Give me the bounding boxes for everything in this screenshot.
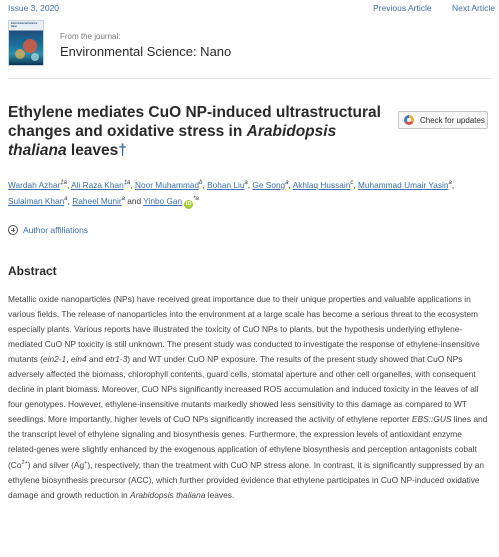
footnote-dagger-link[interactable]: † <box>118 142 127 159</box>
author-list: Wardah Azhar$^{\ddagger a}$, Ali Raza Khan$^{\ddagger a}$, Noor Muhammad$^b$, Bohan Liu$^a$, Ge Song$^a$, Akhlaq Hussain$^c$, Muhammad Umair Yasin$^a$, Sulaiman Khan$^a$, Raheel Munir$^a$ and Yinbo Gan $iD^{*a}$ <box>8 180 455 207</box>
author-link[interactable]: Raheel Munir <box>72 196 122 206</box>
plus-circle-icon <box>8 225 18 235</box>
author-link[interactable]: Noor Muhammad <box>135 180 200 190</box>
author-link[interactable]: Ali Raza Khan <box>71 180 124 190</box>
journal-cover-image[interactable] <box>8 20 44 66</box>
previous-article-link[interactable]: Previous Article <box>373 3 432 13</box>
abstract-heading: Abstract <box>8 264 57 278</box>
author-affiliations-label: Author affiliations <box>23 225 89 235</box>
journal-name-link[interactable]: Environmental Science: Nano <box>60 44 232 59</box>
author-link[interactable]: Muhammad Umair Yasin <box>357 180 449 190</box>
next-article-link[interactable]: Next Article <box>452 3 495 13</box>
orcid-icon[interactable]: iD <box>185 201 192 207</box>
cover-graphic <box>31 53 39 61</box>
header-divider <box>8 78 491 79</box>
journal-from-label: From the journal: <box>60 32 121 41</box>
author-link[interactable]: Ge Song <box>252 180 286 190</box>
check-for-updates-button[interactable] <box>398 111 488 129</box>
check-for-updates-label: Check for updates <box>420 115 485 125</box>
top-navigation <box>0 0 499 16</box>
crossmark-icon <box>404 115 414 125</box>
issue-link[interactable]: Issue 3, 2020 <box>8 3 60 13</box>
author-link[interactable]: Akhlaq Hussain <box>292 180 351 190</box>
article-title: Ethylene mediates CuO NP-induced ultrastructural changes and oxidative stress in Arabidopsis thaliana leaves† <box>8 104 381 159</box>
abstract-text: Metallic oxide nanoparticles (NPs) have received great importance due to their unique properties and valuable applications in various fields. The release of nanoparticles into the environment at a large scale has become a serious threat to the ecosystem especially plants. Various reports have illustrated the toxicity of CuO NPs to plants, but the hypothesis underlying ethylene-mediated CuO NP toxicity is still unknown. The present study was conducted to investigate the response of ethylene-insensitive mutants (ein2-1, ein4 and etr1-3) and WT under CuO NP exposure. The results of the present study showed that CuO NPs adversely affected the biomass, chlorophyll contents, guard cells, stomatal aperture and other cell organelles, with consequent decline in plant biomass. Moreover, CuO NPs significantly increased ROS accumulation and induced toxicity in the leaves of all four genotypes. However, ethylene-insensitive mutants markedly showed less sensitivity to this damage as compared to WT seedlings. More importantly, higher levels of CuO NPs significantly increased the activity of ethylene reporter EBS::GUS lines and the transcript level of ethylene signaling and biosynthesis genes. Furthermore, the expression levels of antioxidant enzyme related-genes were slightly enhanced by the exogenous application of ethylene biosynthesis and perception antagonists cobalt $(Co^{2+})$ and silver (Ag+), respectively, than the treatment with CuO NP stress alone. In contrast, it is significantly suppressed by an ethylene biosynthesis precursor (ACC), which further provided evidence that ethylene participates in CuO NP-induced oxidative damage and growth reduction in Arabidopsis thaliana leaves. <box>8 294 488 500</box>
cover-graphic <box>15 49 25 59</box>
cover-graphic <box>23 39 37 53</box>
author-link[interactable]: Wardah Azhar <box>8 180 61 190</box>
cover-title: Environmental Science Nano <box>11 22 38 28</box>
author-link[interactable]: Bohan Liu <box>207 180 245 190</box>
author-affiliations-toggle[interactable] <box>8 225 88 235</box>
author-link[interactable]: Yinbo Gan <box>143 196 183 206</box>
author-link[interactable]: Sulaiman Khan <box>8 196 65 206</box>
